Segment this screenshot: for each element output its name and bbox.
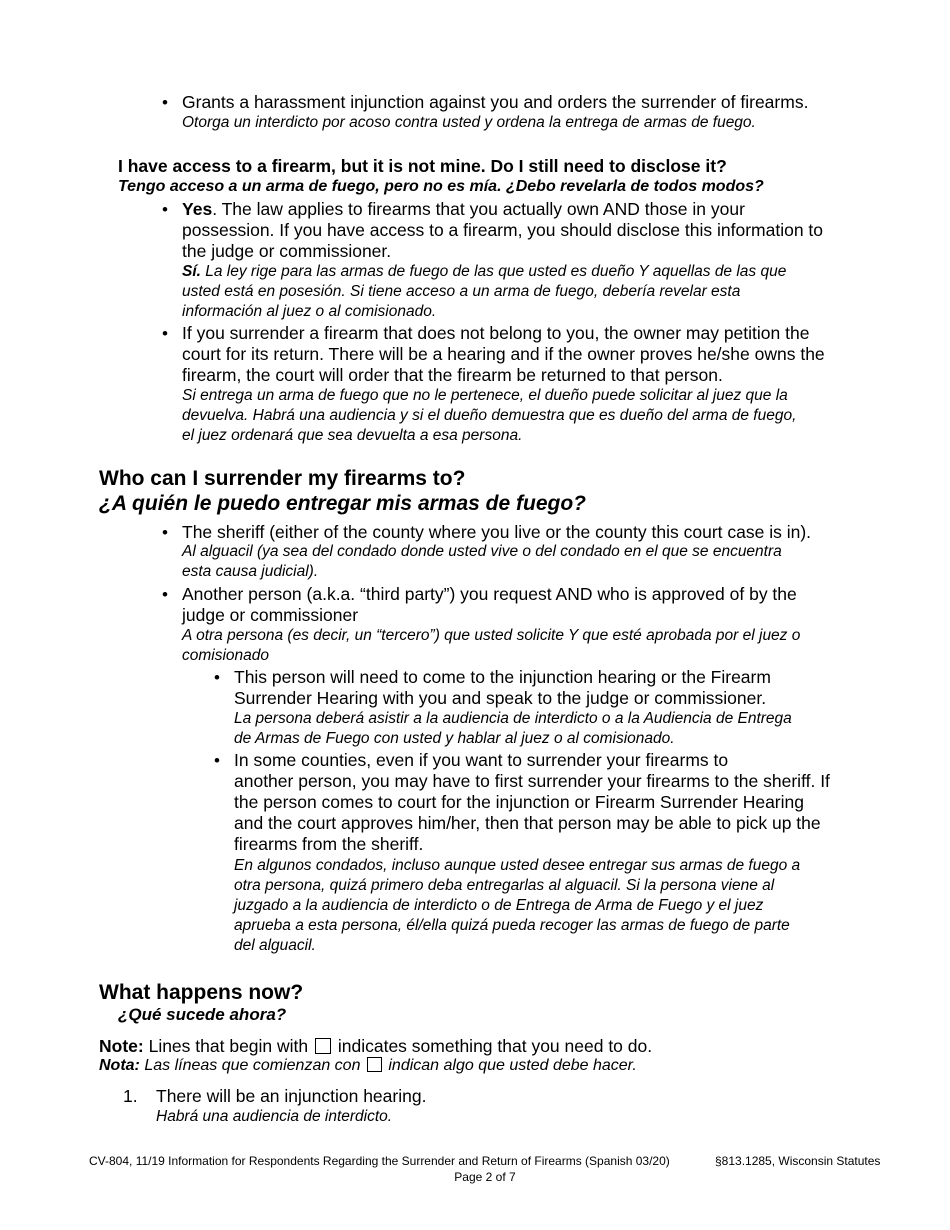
footer-form-info: CV-804, 11/19 Information for Respondents Regarding the Surrender and Return of Firearms (Spanish 03/20)	[89, 1154, 670, 1168]
now-heading-es: ¿Qué sucede ahora?	[118, 1005, 287, 1024]
surrender-bullet2-es-line2: comisionado	[182, 647, 270, 664]
access-bullet1-line3: the judge or commissioner.	[182, 241, 392, 261]
surrender-sub2-es-line3: juzgado a la audiencia de interdicto o de Entrega de Arma de Fuego y el juez	[234, 897, 764, 914]
surrender-bullet2-line2: judge or commissioner	[182, 605, 359, 625]
footer-statute: §813.1285, Wisconsin Statutes	[715, 1154, 881, 1168]
surrender-bullet2-es	[182, 626, 800, 666]
bullet-dot: •	[162, 93, 168, 112]
surrender-bullet2-line1: Another person (a.k.a. “third party”) you request AND who is approved of by the	[182, 584, 797, 604]
surrender-sub1-line1: This person will need to come to the injunction hearing or the Firearm	[234, 667, 771, 687]
access-bullet1-es-line1: La ley rige para las armas de fuego de las que usted es dueño Y aquellas de las que	[200, 263, 787, 280]
surrender-heading-es: ¿A quién le puedo entregar mis armas de fuego?	[99, 492, 586, 515]
footer-page-number: Page 2 of 7	[454, 1170, 516, 1184]
bullet-dot: •	[162, 523, 168, 542]
checkbox-icon	[315, 1038, 331, 1054]
access-question-es: Tengo acceso a un arma de fuego, pero no es mía. ¿Debo revelarla de todos modos?	[118, 178, 764, 195]
note-en	[99, 1036, 652, 1057]
item1-number: 1.	[123, 1086, 138, 1106]
access-bullet2-line2: court for its return. There will be a hearing and if the owner proves he/she owns the	[182, 344, 825, 364]
access-question-en: I have access to a firearm, but it is not mine. Do I still need to disclose it?	[118, 156, 727, 176]
note-post-es: indican algo que usted debe hacer.	[383, 1057, 637, 1074]
access-bullet2-es-line3: el juez ordenará que sea devuelta a esa persona.	[182, 427, 523, 444]
item1-es: Habrá una audiencia de interdicto.	[156, 1108, 393, 1125]
surrender-bullet1-en: The sheriff (either of the county where you live or the county this court case is in).	[182, 522, 812, 542]
surrender-sub1-es-line2: de Armas de Fuego con usted y hablar al juez o al comisionado.	[234, 730, 675, 747]
surrender-sub2-line4: and the court approves him/her, then that person may be able to pick up the	[234, 813, 821, 833]
surrender-sub2-line5: firearms from the sheriff.	[234, 834, 424, 854]
intro-bullet-en: Grants a harassment injunction against you and orders the surrender of firearms.	[182, 92, 809, 112]
surrender-sub2-es-line1: En algunos condados, incluso aunque usted desee entregar sus armas de fuego a	[234, 857, 801, 874]
item1-en: There will be an injunction hearing.	[156, 1086, 427, 1106]
access-bullet1-line1: . The law applies to firearms that you actually own AND those in your	[212, 199, 745, 219]
note-pre-es: Las líneas que comienzan con	[139, 1057, 365, 1074]
bullet-dot: •	[162, 585, 168, 604]
bullet-dot: •	[162, 200, 168, 219]
note-es	[99, 1056, 637, 1076]
surrender-sub1-es	[234, 709, 792, 749]
surrender-sub2-line1: In some counties, even if you want to surrender your firearms to	[234, 750, 729, 770]
access-bullet1-es	[182, 262, 786, 322]
access-si-bold: Sí.	[182, 263, 201, 280]
bullet-dot: •	[162, 324, 168, 343]
access-bullet2-en	[182, 323, 825, 386]
checkbox-icon	[367, 1057, 382, 1072]
note-label-en: Note:	[99, 1036, 144, 1056]
surrender-sub1-line2: Surrender Hearing with you and speak to the judge or commissioner.	[234, 688, 767, 708]
surrender-sub2-es-line4: aprueba a esta persona, él/ella quizá pueda recoger las armas de fuego de parte	[234, 917, 790, 934]
access-bullet2-line1: If you surrender a firearm that does not belong to you, the owner may petition the	[182, 323, 810, 343]
access-bullet2-es-line2: devuelva. Habrá una audiencia y si el dueño demuestra que es dueño del arma de fuego,	[182, 407, 797, 424]
access-bullet1-es-line2: usted está en posesión. Si tiene acceso a un arma de fuego, debería revelar esta	[182, 283, 741, 300]
access-bullet1-en	[182, 199, 823, 262]
surrender-sub2-es-line5: del alguacil.	[234, 937, 316, 954]
surrender-sub2-en	[234, 750, 830, 855]
note-label-es: Nota:	[99, 1057, 140, 1074]
sub-bullet-dot: •	[214, 668, 220, 687]
surrender-bullet2-en	[182, 584, 797, 626]
surrender-bullet1-es-line2: esta causa judicial).	[182, 563, 319, 580]
access-bullet1-es-line3: información al juez o al comisionado.	[182, 303, 437, 320]
surrender-sub2-line3: the person comes to court for the injunction or Firearm Surrender Hearing	[234, 792, 804, 812]
surrender-sub1-es-line1: La persona deberá asistir a la audiencia de interdicto o a la Audiencia de Entrega	[234, 710, 792, 727]
access-bullet2-es	[182, 386, 796, 446]
surrender-bullet1-es	[182, 542, 782, 582]
note-post-en: indicates something that you need to do.	[333, 1036, 653, 1056]
now-heading-en: What happens now?	[99, 981, 304, 1004]
surrender-sub2-line2: another person, you may have to first surrender your firearms to the sheriff. If	[234, 771, 830, 791]
surrender-sub2-es-line2: otra persona, quizá primero deba entregarlas al alguacil. Si la persona viene al	[234, 877, 775, 894]
surrender-bullet2-es-line1: A otra persona (es decir, un “tercero”) que usted solicite Y que esté aprobada por el juez o	[182, 627, 801, 644]
sub-bullet-dot: •	[214, 751, 220, 770]
note-pre-en: Lines that begin with	[143, 1036, 313, 1056]
surrender-heading-en: Who can I surrender my firearms to?	[99, 467, 466, 490]
surrender-bullet1-es-line1: Al alguacil (ya sea del condado donde usted vive o del condado en el que se encuentra	[182, 543, 782, 560]
access-bullet2-line3: firearm, the court will order that the firearm be returned to that person.	[182, 365, 723, 385]
access-bullet2-es-line1: Si entrega un arma de fuego que no le pertenece, el dueño puede solicitar al juez que la	[182, 387, 788, 404]
access-yes-bold: Yes	[182, 199, 213, 219]
intro-bullet-es: Otorga un interdicto por acoso contra usted y ordena la entrega de armas de fuego.	[182, 114, 756, 131]
access-bullet1-line2: possession. If you have access to a firearm, you should disclose this information to	[182, 220, 824, 240]
surrender-sub2-es	[234, 856, 800, 956]
surrender-sub1-en	[234, 667, 771, 709]
